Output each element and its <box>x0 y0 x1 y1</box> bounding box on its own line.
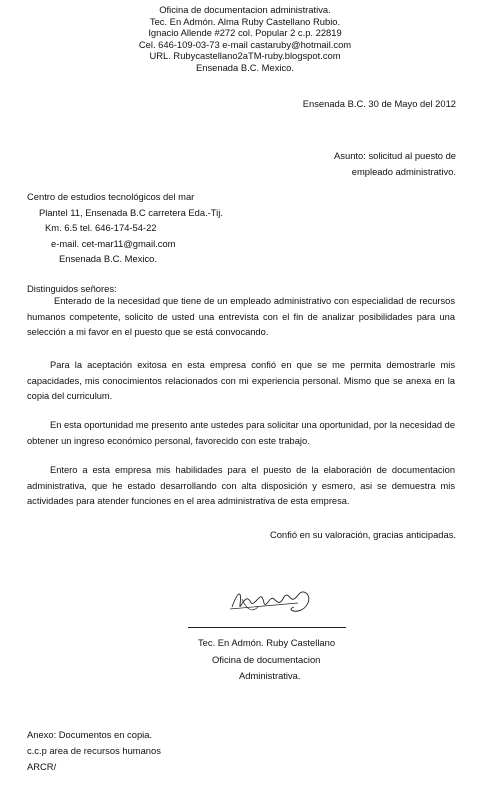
letterhead-office: Oficina de documentacion administrativa. <box>159 4 331 15</box>
recipient-name: Centro de estudios tecnológicos del mar <box>27 191 195 202</box>
footer-attachment: Anexo: Documentos en copia. <box>27 729 153 740</box>
salutation: Distinguidos señores: <box>27 283 117 294</box>
signer-name: Tec. En Admón. Ruby Castellano <box>198 637 336 648</box>
signature-line <box>188 627 346 628</box>
letterhead-contact: Cel. 646-109-03-73 e-mail castaruby@hotmail.com <box>138 38 352 50</box>
subject-line-2: empleado administrativo. <box>351 166 456 177</box>
letter-date: Ensenada B.C. 30 de Mayo del 2012 <box>302 98 456 109</box>
letterhead-city: Ensenada B.C. Mexico. <box>196 61 294 73</box>
recipient-email: e-mail. cet-mar11@gmail.com <box>51 238 176 249</box>
signer-office: Oficina de documentacion <box>212 654 321 665</box>
letterhead <box>60 4 430 73</box>
footer-cc: c.c.p area de recursos humanos <box>27 745 161 756</box>
closing-line: Confió en su valoración, gracias anticipadas. <box>269 529 456 540</box>
letterhead-address: Ignacio Allende #272 col. Popular 2 c.p. 22819 <box>148 27 342 38</box>
body-paragraph-3: En esta oportunidad me presento ante ustedes para solicitar una oportunidad, por la necesidad de obtener un ingreso económico personal, favorecido con este trabajo. <box>27 420 455 446</box>
subject-line-1: Asunto: solicitud al puesto de <box>334 150 456 161</box>
body-paragraph-4: Entero a esta empresa mis habilidades para el puesto de la elaboración de documentacion administrativa, que he estado desarrollando con alta disposición y esmero, asi se demuestra mis actividades para atender funciones en el area administrativa de esta empresa. <box>27 465 455 507</box>
recipient-city: Ensenada B.C. Mexico. <box>59 253 157 264</box>
recipient-address-2: Km. 6.5 tel. 646-174-54-22 <box>45 222 157 233</box>
letterhead-sender: Tec. En Admón. Alma Ruby Castellano Rubio. <box>149 15 341 27</box>
footer-initials: ARCR/ <box>27 761 57 772</box>
signer-department: Administrativa. <box>239 670 301 681</box>
body-paragraph-2: Para la aceptación exitosa en esta empresa confió en que se me permita demostrarle mis capacidades, mis conocimientos relacionados con mi experiencia personal. Mismo que se anexa en la copia del curriculum. <box>27 360 455 402</box>
recipient-address-1: Plantel 11, Ensenada B.C carretera Eda.-Tij. <box>39 207 223 218</box>
body-paragraph-1: Enterado de la necesidad que tiene de un empleado administrativo con especialidad de recursos humanos competente, solicito de usted una entrevista con el fin de analizar posibilidades para una selección a mi favor en el puesto que se está convocando. <box>27 296 455 338</box>
letterhead-url: URL. Rubycastellano2aTM-ruby.blogspot.com <box>149 50 341 61</box>
handwritten-signature <box>228 585 314 619</box>
